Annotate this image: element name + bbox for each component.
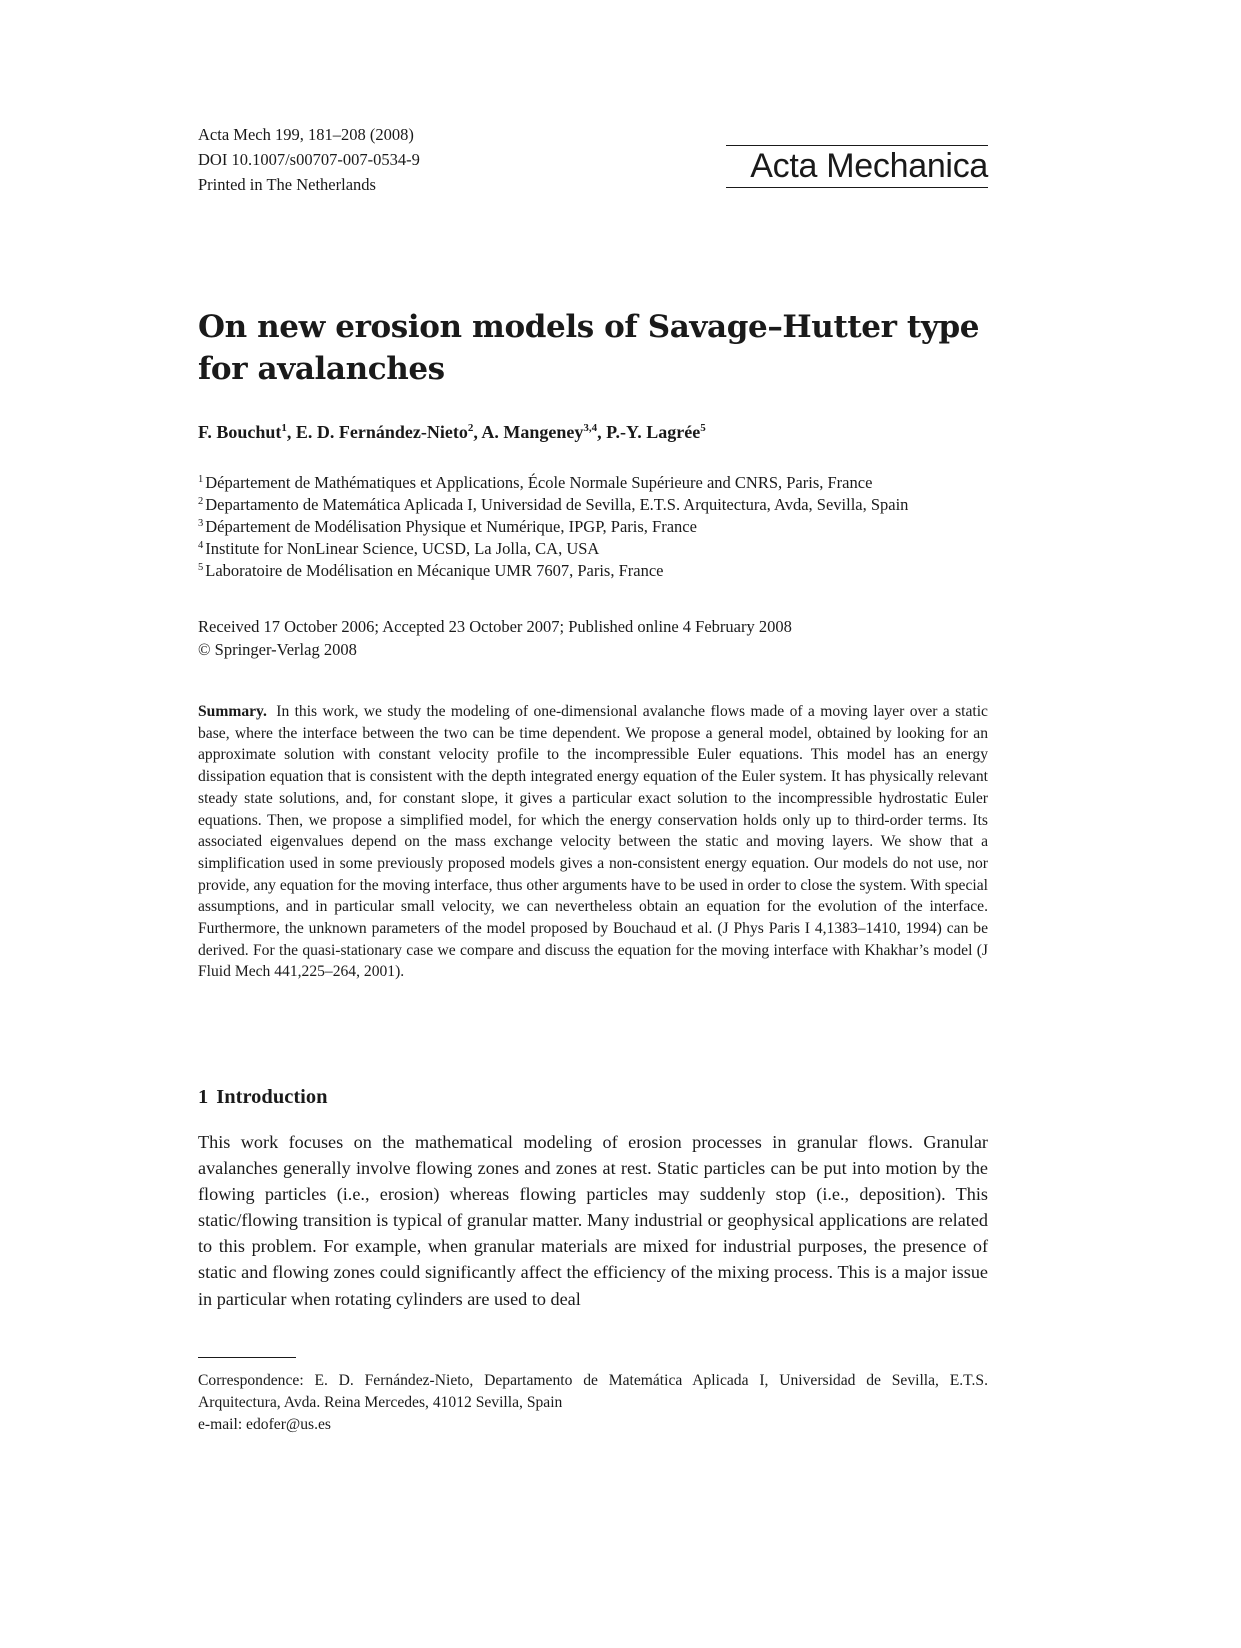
publication-dates — [198, 615, 792, 661]
affiliation-item — [198, 516, 908, 538]
author-affiliation-mark: 3,4 — [583, 422, 598, 434]
paper-title: On new erosion models of Savage–Hutter type for avalanches — [198, 309, 980, 387]
section-number: 1 — [198, 1086, 209, 1108]
affiliation-number: 4 — [198, 540, 204, 551]
correspondence-text: Correspondence: E. D. Fernández-Nieto, Departamento de Matemática Aplicada I, Universidad de Sevilla, E.T.S. Arquitectura, Avda. Reina Mercedes, 41012 Sevilla, Spain — [198, 1372, 988, 1411]
author-name: F. Bouchut — [198, 422, 282, 442]
affiliation-number: 1 — [198, 474, 204, 485]
journal-name: Acta Mechanica — [726, 145, 988, 188]
affiliation-text: Laboratoire de Modélisation en Mécanique UMR 7607, Paris, France — [205, 561, 664, 580]
section-title: Introduction — [216, 1086, 328, 1108]
footnote-divider — [198, 1357, 296, 1358]
affiliation-item — [198, 560, 908, 582]
affiliation-text: Département de Mathématiques et Applications, École Normale Supérieure and CNRS, Paris, France — [205, 473, 873, 492]
correspondence-email: e-mail: edofer@us.es — [198, 1416, 331, 1433]
affiliation-number: 5 — [198, 562, 204, 573]
affiliation-item — [198, 538, 908, 560]
publication-history: Received 17 October 2006; Accepted 23 October 2007; Published online 4 February 2008 — [198, 617, 792, 636]
affiliation-text: Departamento de Matemática Aplicada I, Universidad de Sevilla, E.T.S. Arquitectura, Avda, Sevilla, Spain — [205, 495, 909, 514]
introduction-paragraph: This work focuses on the mathematical modeling of erosion processes in granular flows. Granular avalanches generally involve flowing zones and zones at rest. Static particles can be put into motion by the flowing particles (i.e., erosion) whereas flowing particles may suddenly stop (i.e., deposition). This static/flowing transition is typical of granular matter. Many industrial or geophysical applications are related to this problem. For example, when granular materials are mixed for industrial purposes, the presence of static and flowing zones could significantly affect the efficiency of the mixing process. This is a major issue in particular when rotating cylinders are used to deal — [198, 1132, 988, 1309]
author-affiliation-mark: 2 — [467, 422, 474, 434]
affiliation-text: Institute for NonLinear Science, UCSD, La Jolla, CA, USA — [205, 539, 600, 558]
author-affiliation-mark: 5 — [700, 422, 706, 434]
copyright-notice: © Springer-Verlag 2008 — [198, 640, 357, 659]
author-affiliation-mark: 1 — [281, 422, 287, 434]
affiliation-text: Département de Modélisation Physique et Numérique, IPGP, Paris, France — [205, 517, 697, 536]
author-name: E. D. Fernández-Nieto — [295, 422, 468, 442]
author-name: P.-Y. Lagrée — [606, 422, 701, 442]
summary-text: In this work, we study the modeling of one-dimensional avalanche flows made of a moving layer over a static base, where the interface between the two can be time dependent. We propose a general model, obtained by looking for an approximate solution with constant velocity profile to the incompressible Euler equations. This model has an energy dissipation equation that is consistent with the depth integrated energy equation of the Euler system. It has physically relevant steady state solutions, and, for constant slope, it gives a particular exact solution to the incompressible hydrostatic Euler equations. Then, we propose a simplified model, for which the energy conservation holds only up to third-order terms. Its associated eigenvalues depend on the mass exchange velocity between the static and moving layers. We show that a simplification used in some previously proposed models gives a non-consistent energy equation. Our models do not use, nor provide, any equation for the moving interface, thus other arguments have to be used in order to close the system. With special assumptions, and in particular small velocity, we can nevertheless obtain an equation for the evolution of the interface. Furthermore, the unknown parameters of the model proposed by Bouchaud et al. (J Phys Paris I 4,1383–1410, 1994) can be derived. For the quasi-stationary case we compare and discuss the equation for the moving interface with Khakhar’s model (J Fluid Mech 441,225–264, 2001). — [198, 703, 988, 981]
affiliation-list — [198, 472, 908, 582]
citation: Acta Mech 199, 181–208 (2008) — [198, 125, 414, 144]
author-separator: , — [473, 422, 482, 442]
affiliation-item — [198, 472, 908, 494]
author-separator: , — [597, 422, 607, 442]
affiliation-item — [198, 494, 908, 516]
summary-abstract — [198, 701, 988, 983]
affiliation-number: 2 — [198, 496, 204, 507]
author-separator: , — [286, 422, 296, 442]
journal-meta — [198, 122, 420, 197]
author-name: A. Mangeney — [481, 422, 584, 442]
summary-label: Summary. — [198, 703, 267, 720]
paper-page — [198, 0, 988, 1648]
doi: DOI 10.1007/s00707-007-0534-9 — [198, 150, 420, 169]
author-list — [198, 420, 706, 444]
section-heading — [198, 1084, 328, 1110]
correspondence-footnote — [198, 1370, 988, 1436]
affiliation-number: 3 — [198, 518, 204, 529]
printed-location: Printed in The Netherlands — [198, 175, 376, 194]
